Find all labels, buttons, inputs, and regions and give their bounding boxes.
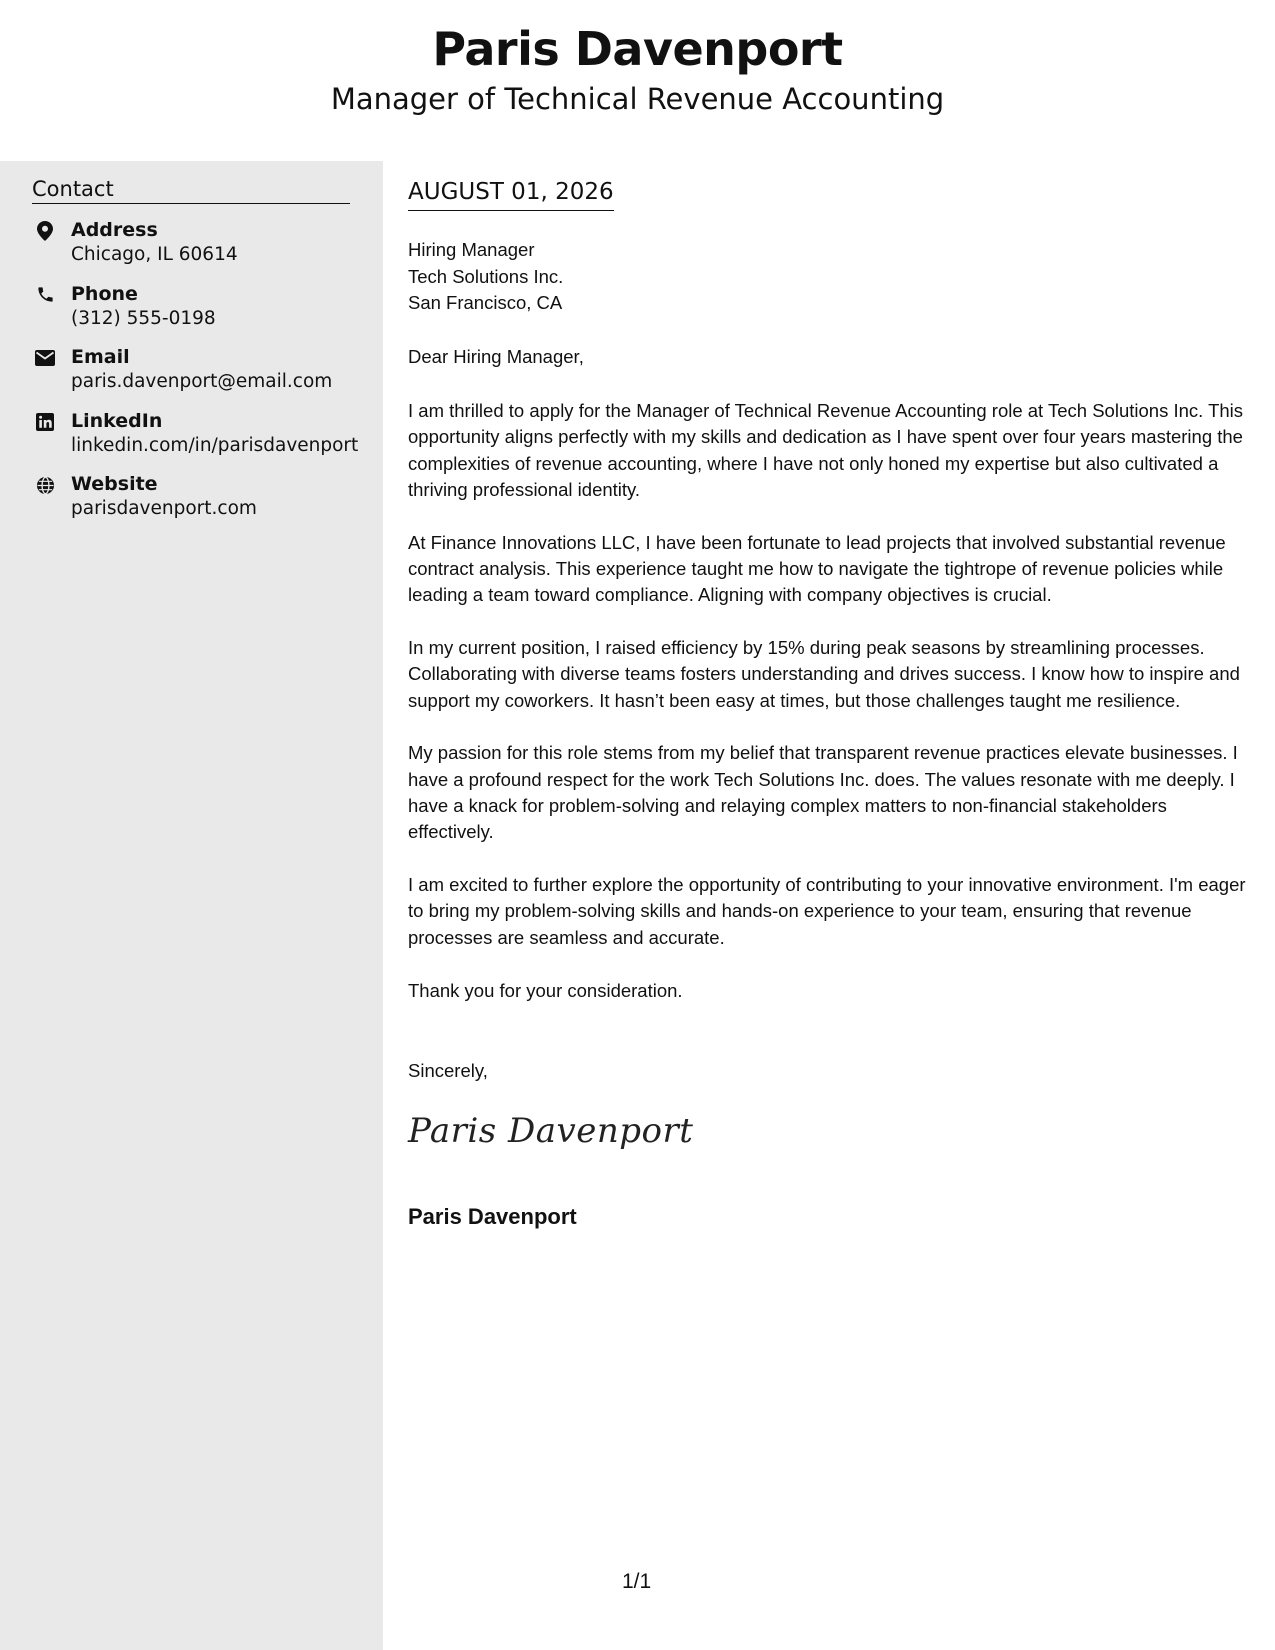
handwritten-signature: Paris Davenport — [408, 1111, 694, 1151]
contact-item-linkedin — [32, 410, 372, 474]
contact-label: Address — [71, 219, 158, 241]
page-indicator: 1/1 — [622, 1570, 652, 1593]
letter-paragraph: I am excited to further explore the opportunity of contributing to your innovative environment. I'm eager to bring my problem-solving skills and hands-on experience to your team, ensuring that revenue processes are seamless and accurate. — [408, 874, 1246, 948]
recipient-line: San Francisco, CA — [408, 292, 563, 313]
contact-value: Chicago, IL 60614 — [71, 244, 238, 265]
letter-paragraph: At Finance Innovations LLC, I have been fortunate to lead projects that involved substantial revenue contract analysis. This experience taught me how to navigate the tightrope of revenue policies while leading a team toward compliance. Aligning with company objectives is crucial. — [408, 531, 1226, 606]
contact-item-email — [32, 346, 372, 410]
closing: Sincerely, — [408, 1060, 488, 1081]
contact-sidebar — [0, 161, 383, 1650]
recipient-line: Tech Solutions Inc. — [408, 265, 564, 287]
contact-heading: Contact — [32, 177, 350, 204]
phone-icon — [35, 285, 55, 305]
contact-label: LinkedIn — [71, 409, 163, 432]
letter-paragraph: Thank you for your consideration. — [408, 979, 683, 1001]
letter-date: AUGUST 01, 2026 — [408, 179, 614, 211]
contact-item-website — [32, 473, 372, 537]
contact-label: Email — [71, 346, 130, 368]
recipient-block — [408, 237, 563, 317]
applicant-title: Manager of Technical Revenue Accounting — [330, 82, 945, 116]
letter-header — [0, 0, 1275, 161]
contact-value[interactable]: linkedin.com/in/parisdavenport — [71, 434, 359, 456]
letter-paragraphs — [408, 398, 1250, 1030]
applicant-name: Paris Davenport — [432, 22, 843, 76]
contact-item-address — [32, 219, 372, 283]
linkedin-icon — [35, 412, 55, 432]
envelope-icon — [35, 348, 55, 368]
contact-label: Website — [71, 473, 158, 495]
contact-list — [32, 219, 372, 537]
contact-value[interactable]: paris.davenport@email.com — [71, 371, 333, 392]
contact-item-phone — [32, 283, 372, 347]
globe-icon — [35, 475, 55, 495]
location-pin-icon — [35, 221, 55, 241]
letter-paragraph: In my current position, I raised efficiency by 15% during peak seasons by streamlining processes. Collaborating with diverse teams fosters understanding and drives success. I know how to inspire and support my coworkers. It hasn’t been easy at times, but those challenges taught me resilience. — [408, 637, 1240, 711]
contact-label: Phone — [71, 282, 138, 305]
letter-paragraph: My passion for this role stems from my belief that transparent revenue practices elevate businesses. I have a profound respect for the work Tech Solutions Inc. does. The values resonate with me deeply. I have a knack for problem-solving and relaying complex matters to non-financial stakeholders effectively. — [408, 742, 1238, 843]
signer-name: Paris Davenport — [408, 1204, 577, 1229]
letter-paragraph: I am thrilled to apply for the Manager of Technical Revenue Accounting role at Tech Solutions Inc. This opportunity aligns perfectly with my skills and dedication as I have spent over four years mastering the complexities of revenue accounting, where I have not only honed my expertise but also cultivated a thriving professional identity. — [408, 400, 1244, 500]
contact-value[interactable]: parisdavenport.com — [71, 498, 257, 519]
recipient-line: Hiring Manager — [408, 239, 535, 260]
contact-value: (312) 555-0198 — [71, 307, 216, 329]
salutation: Dear Hiring Manager, — [408, 346, 584, 367]
